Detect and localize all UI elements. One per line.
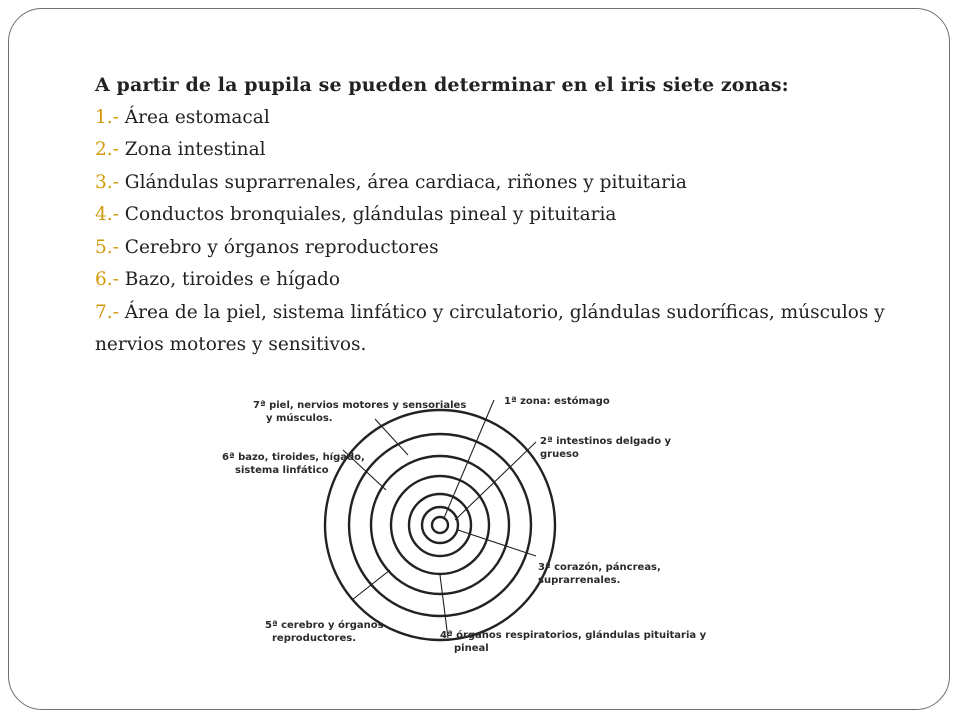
label-zone-3-line-1: 3ª corazón, páncreas, [538, 562, 661, 573]
zone-item-7 [95, 297, 895, 362]
zone-text: Bazo, tiroides e hígado [118, 269, 340, 290]
label-zone-6-line-1: 6ª bazo, tiroides, hígado, [222, 452, 365, 463]
label-zone-7 [253, 400, 470, 424]
zone-text: Glándulas suprarrenales, área cardiaca, riñones y pituitaria [118, 171, 687, 193]
zone-number: 1.- [95, 106, 119, 128]
zone-text: Área de la piel, sistema linfático y circulatorio, glándulas sudoríficas, músculos y nervios motores y sensitivos. [95, 301, 885, 355]
heading: A partir de la pupila se pueden determinar en el iris siete zonas: [95, 74, 789, 96]
zone-number: 3.- [95, 171, 119, 193]
zone-number: 7.- [95, 301, 119, 323]
zone-number: 6.- [95, 269, 119, 290]
zone-item-1 [95, 102, 895, 135]
label-zone-4-line-2: pineal [454, 643, 489, 654]
zone-text: Conductos bronquiales, glándulas pineal y pituitaria [118, 204, 617, 225]
label-zone-3 [538, 561, 664, 586]
label-zone-2-line-1: 2ª intestinos delgado y [540, 436, 672, 447]
ring-6 [349, 434, 531, 616]
label-zone-5-line-2: reproductores. [272, 633, 356, 644]
zone-item-5 [95, 232, 895, 265]
leader-line-3 [458, 530, 536, 556]
zone-number: 4.- [95, 204, 119, 225]
leader-line-7 [375, 419, 408, 455]
iris-zones-diagram [200, 380, 720, 670]
label-zone-5-line-1: 5ª cerebro y órganos [265, 620, 384, 631]
leader-line-1 [444, 400, 494, 518]
label-zone-6-line-2: sistema linfático [235, 465, 329, 476]
label-zone-5 [265, 619, 387, 644]
zone-number: 2.- [95, 139, 119, 160]
zone-item-4 [95, 199, 895, 232]
zone-text: Área estomacal [118, 106, 270, 128]
leader-line-4 [440, 575, 448, 638]
label-zone-4 [440, 629, 710, 654]
ring-4 [391, 476, 489, 574]
text-block [95, 69, 895, 362]
label-zone-7-line-2: y músculos. [266, 413, 333, 424]
zone-number: 5.- [95, 236, 119, 258]
label-zone-6 [222, 451, 368, 476]
ring-2 [422, 507, 458, 543]
label-zone-1 [504, 395, 610, 407]
zone-text: Zona intestinal [118, 139, 266, 160]
label-zone-1-line: 1ª zona: estómago [504, 396, 610, 407]
zone-item-3 [95, 167, 895, 200]
ring-3 [409, 494, 471, 556]
zone-item-6 [95, 264, 895, 297]
zone-text: Cerebro y órganos reproductores [118, 236, 439, 258]
zone-item-2 [95, 134, 895, 167]
label-zone-3-line-2: suprarrenales. [538, 575, 621, 586]
label-zone-7-line-1: 7ª piel, nervios motores y sensoriales [253, 400, 467, 411]
label-zone-2-line-2: grueso [540, 449, 579, 460]
iris-rings [325, 410, 555, 640]
label-zone-2 [540, 436, 675, 460]
ring-1 [432, 517, 448, 533]
ring-7 [325, 410, 555, 640]
label-zone-4-line-1: 4ª órganos respiratorios, glándulas pituitaria y [440, 630, 707, 641]
